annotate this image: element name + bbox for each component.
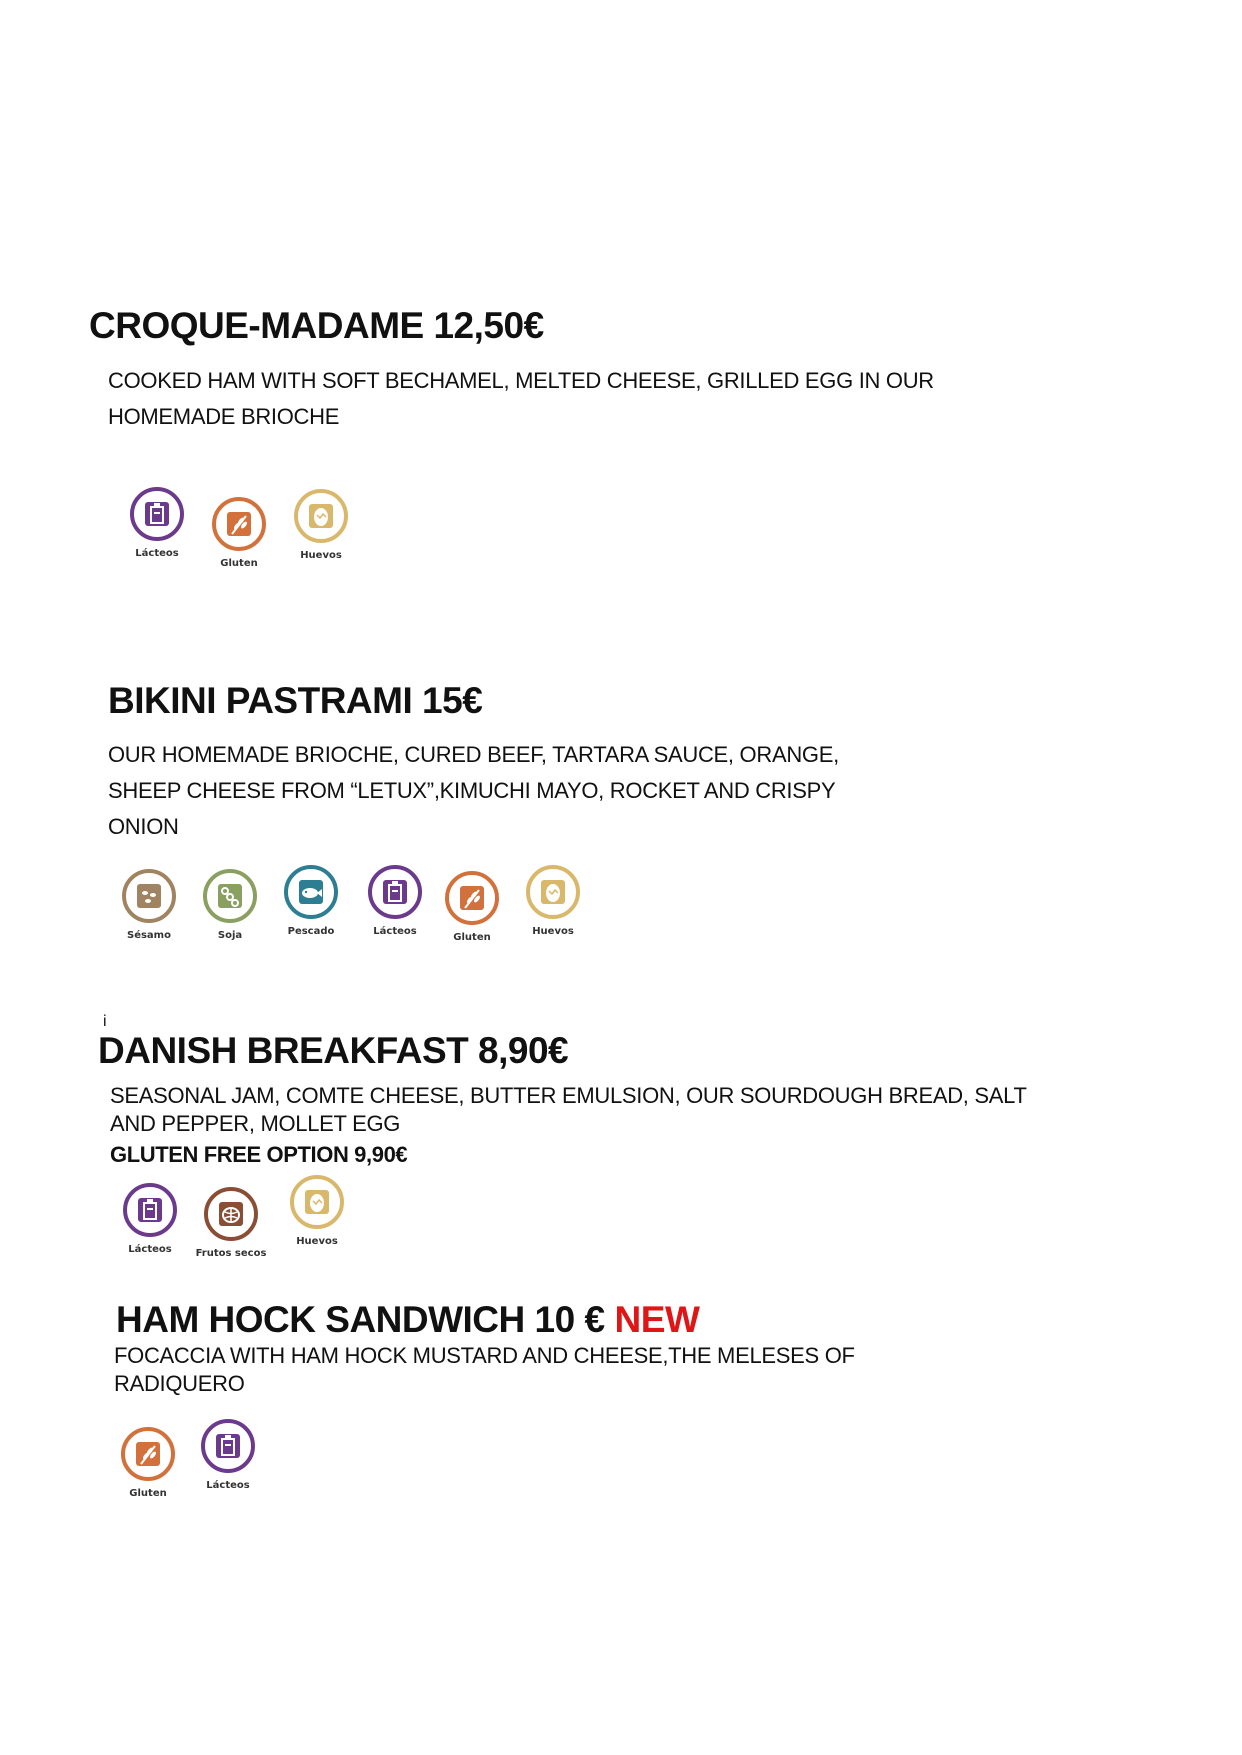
allergen-gluten (194, 496, 284, 569)
allergen-gluten (427, 870, 517, 943)
allergen-label: Huevos (296, 1236, 338, 1247)
dairy-icon (129, 486, 185, 542)
description-line: ONION (108, 814, 179, 839)
allergen-label: Gluten (129, 1488, 167, 1499)
soy-icon (202, 868, 258, 924)
new-badge: NEW (614, 1299, 700, 1340)
allergen-gluten (103, 1426, 193, 1499)
allergen-label: Pescado (287, 926, 335, 937)
dish-title-ham-hock-sandwich (116, 1299, 699, 1341)
allergen-sesame (104, 868, 194, 941)
stray-mark: i (103, 1013, 107, 1030)
wheat-icon (211, 496, 267, 552)
description-line: OUR HOMEMADE BRIOCHE, CURED BEEF, TARTARA SAUCE, ORANGE, (108, 742, 839, 767)
allergen-label: Frutos secos (195, 1248, 267, 1259)
allergen-dairy (112, 486, 202, 559)
egg-icon (525, 864, 581, 920)
allergen-eggs (272, 1174, 362, 1247)
allergen-eggs (276, 488, 366, 561)
description-line: HOMEMADE BRIOCHE (108, 404, 340, 429)
allergen-label: Lácteos (135, 548, 179, 559)
dairy-icon (122, 1182, 178, 1238)
allergen-label: Lácteos (128, 1244, 172, 1255)
allergen-label: Lácteos (206, 1480, 250, 1491)
description-line: FOCACCIA WITH HAM HOCK MUSTARD AND CHEESE,THE MELESES OF (114, 1343, 855, 1368)
description-line: SEASONAL JAM, COMTE CHEESE, BUTTER EMULSION, OUR SOURDOUGH BREAD, SALT (110, 1083, 1027, 1108)
fish-icon (283, 864, 339, 920)
description-line: COOKED HAM WITH SOFT BECHAMEL, MELTED CHEESE, GRILLED EGG IN OUR (108, 368, 934, 393)
allergen-label: Soja (217, 930, 243, 941)
allergen-dairy (183, 1418, 273, 1491)
nuts-icon (203, 1186, 259, 1242)
description-line: RADIQUERO (114, 1371, 245, 1396)
egg-icon (293, 488, 349, 544)
allergen-label: Lácteos (373, 926, 417, 937)
allergen-label: Gluten (220, 558, 258, 569)
allergen-dairy (105, 1182, 195, 1255)
gluten-free-option: GLUTEN FREE OPTION 9,90€ (110, 1142, 408, 1167)
allergen-label: Huevos (532, 926, 574, 937)
allergen-soy (185, 868, 275, 941)
allergen-fish (266, 864, 356, 937)
dish-title-croque-madame: CROQUE-MADAME 12,50€ (89, 305, 544, 346)
dish-description-croque-madame (108, 363, 934, 435)
dish-description-ham-hock-sandwich (114, 1342, 855, 1398)
allergen-eggs (508, 864, 598, 937)
dish-title-danish-breakfast: DANISH BREAKFAST 8,90€ (98, 1030, 569, 1071)
allergen-label: Huevos (300, 550, 342, 561)
allergen-label: Sésamo (127, 930, 171, 941)
wheat-icon (444, 870, 500, 926)
dish-description-bikini-pastrami (108, 737, 839, 845)
description-line: SHEEP CHEESE FROM “LETUX”,KIMUCHI MAYO, ROCKET AND CRISPY (108, 778, 836, 803)
dish-description-danish-breakfast (110, 1082, 1027, 1138)
sesame-icon (121, 868, 177, 924)
egg-icon (289, 1174, 345, 1230)
dish-title-text: HAM HOCK SANDWICH 10 € (116, 1299, 605, 1340)
allergen-label: Gluten (453, 932, 491, 943)
dish-title-bikini-pastrami: BIKINI PASTRAMI 15€ (108, 680, 483, 721)
wheat-icon (120, 1426, 176, 1482)
dairy-icon (200, 1418, 256, 1474)
description-line: AND PEPPER, MOLLET EGG (110, 1111, 401, 1136)
dairy-icon (367, 864, 423, 920)
allergen-nuts (186, 1186, 276, 1259)
